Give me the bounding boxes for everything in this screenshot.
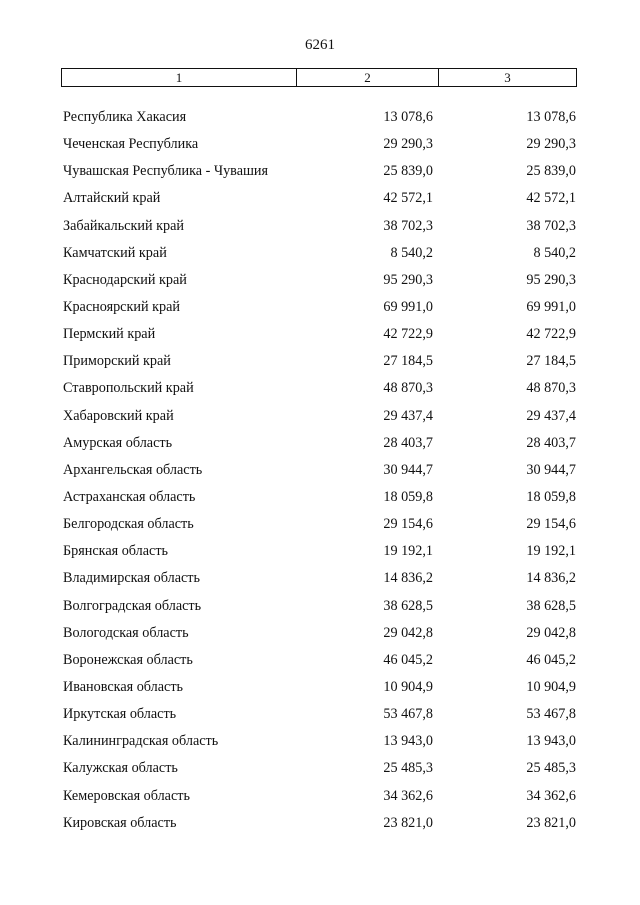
value-col-3: 38 702,3: [526, 217, 576, 234]
value-col-3: 29 437,4: [526, 407, 576, 424]
value-col-3: 23 821,0: [526, 814, 576, 831]
region-name: Хабаровский край: [63, 407, 174, 424]
region-name: Архангельская область: [63, 461, 203, 478]
value-col-2: 18 059,8: [383, 488, 433, 505]
value-col-2: 10 904,9: [383, 678, 433, 695]
value-col-3: 42 572,1: [526, 190, 576, 207]
value-col-2: 69 991,0: [383, 298, 433, 315]
region-name: Кемеровская область: [63, 787, 190, 804]
value-col-2: 29 154,6: [383, 516, 433, 533]
value-col-2: 38 628,5: [383, 597, 433, 614]
table-row: [0, 787, 640, 814]
value-col-3: 42 722,9: [526, 326, 576, 343]
table-row: [0, 379, 640, 406]
header-col-2: 2: [297, 69, 439, 86]
region-name: Брянская область: [63, 543, 169, 560]
value-col-2: 95 290,3: [383, 271, 433, 288]
region-name: Амурская область: [63, 434, 173, 451]
value-col-2: 13 943,0: [383, 733, 433, 750]
region-name: Калининградская область: [63, 733, 219, 750]
table-row: [0, 434, 640, 461]
page-number: 6261: [305, 37, 335, 53]
value-col-2: 42 722,9: [383, 326, 433, 343]
table-row: [0, 705, 640, 732]
table-row: [0, 569, 640, 596]
header-col-1: 1: [62, 69, 297, 86]
region-name: Чувашская Республика - Чувашия: [63, 163, 269, 180]
region-name: Ивановская область: [63, 678, 184, 695]
table-row: [0, 162, 640, 189]
region-name: Белгородская область: [63, 516, 194, 533]
value-col-3: 13 943,0: [526, 733, 576, 750]
region-name: Волгоградская область: [63, 597, 202, 614]
table-row: [0, 678, 640, 705]
region-name: Забайкальский край: [63, 217, 184, 234]
value-col-2: 29 290,3: [383, 136, 433, 153]
table-row: [0, 325, 640, 352]
table-row: [0, 597, 640, 624]
region-name: Пермский край: [63, 326, 156, 343]
region-name: Красноярский край: [63, 298, 180, 315]
value-col-3: 29 042,8: [526, 624, 576, 641]
value-col-2: 23 821,0: [383, 814, 433, 831]
region-name: Иркутская область: [63, 706, 177, 723]
value-col-3: 13 078,6: [526, 109, 576, 125]
table-row: [0, 488, 640, 515]
value-col-2: 8 540,2: [390, 244, 433, 261]
region-name: Калужская область: [63, 760, 178, 777]
value-col-3: 30 944,7: [526, 461, 576, 478]
region-name: Камчатский край: [63, 244, 167, 261]
value-col-2: 13 078,6: [383, 109, 433, 125]
table-row: [0, 271, 640, 298]
value-col-2: 19 192,1: [383, 543, 433, 560]
table-row: [0, 814, 640, 841]
value-col-2: 53 467,8: [383, 706, 433, 723]
region-name: Владимирская область: [63, 570, 200, 587]
region-name: Республика Хакасия: [63, 109, 187, 125]
value-col-2: 14 836,2: [383, 570, 433, 587]
value-col-3: 25 839,0: [526, 163, 576, 180]
value-col-2: 30 944,7: [383, 461, 433, 478]
value-col-2: 29 437,4: [383, 407, 433, 424]
value-col-3: 18 059,8: [526, 488, 576, 505]
value-col-2: 28 403,7: [383, 434, 433, 451]
table-row: [0, 732, 640, 759]
table-row: [0, 189, 640, 216]
value-col-2: 29 042,8: [383, 624, 433, 641]
value-col-2: 34 362,6: [383, 787, 433, 804]
value-col-2: 25 485,3: [383, 760, 433, 777]
table-row: [0, 298, 640, 325]
value-col-3: 10 904,9: [526, 678, 576, 695]
region-name: Чеченская Республика: [63, 136, 199, 153]
table-row: [0, 651, 640, 678]
value-col-3: 95 290,3: [526, 271, 576, 288]
table-row: [0, 542, 640, 569]
value-col-3: 46 045,2: [526, 651, 576, 668]
value-col-2: 46 045,2: [383, 651, 433, 668]
value-col-2: 27 184,5: [383, 353, 433, 370]
table-row: [0, 217, 640, 244]
value-col-3: 34 362,6: [526, 787, 576, 804]
table-row: [0, 135, 640, 162]
table-row: [0, 515, 640, 542]
table-row: [0, 407, 640, 434]
value-col-3: 19 192,1: [526, 543, 576, 560]
table-row: [0, 244, 640, 271]
value-col-3: 14 836,2: [526, 570, 576, 587]
region-name: Воронежская область: [63, 651, 193, 668]
table-row: [0, 759, 640, 786]
table-row: [0, 624, 640, 651]
region-name: Кировская область: [63, 814, 177, 831]
value-col-3: 27 184,5: [526, 353, 576, 370]
value-col-3: 48 870,3: [526, 380, 576, 397]
value-col-3: 38 628,5: [526, 597, 576, 614]
table-row: [0, 352, 640, 379]
value-col-2: 38 702,3: [383, 217, 433, 234]
value-col-3: 29 290,3: [526, 136, 576, 153]
region-name: Краснодарский край: [63, 271, 187, 288]
value-col-3: 53 467,8: [526, 706, 576, 723]
header-col-3: 3: [504, 70, 511, 85]
value-col-2: 48 870,3: [383, 380, 433, 397]
region-name: Приморский край: [63, 353, 171, 370]
region-name: Алтайский край: [63, 190, 161, 207]
value-col-3: 69 991,0: [526, 298, 576, 315]
region-name: Вологодская область: [63, 624, 189, 641]
value-col-3: 29 154,6: [526, 516, 576, 533]
value-col-3: 25 485,3: [526, 760, 576, 777]
value-col-3: 28 403,7: [526, 434, 576, 451]
table-row: [0, 108, 640, 135]
value-col-2: 25 839,0: [383, 163, 433, 180]
region-name: Ставропольский край: [63, 380, 194, 397]
table-body: [0, 108, 640, 841]
value-col-3: 8 540,2: [533, 244, 576, 261]
table-row: [0, 461, 640, 488]
region-name: Астраханская область: [63, 488, 196, 505]
value-col-2: 42 572,1: [383, 190, 433, 207]
table-header: [61, 68, 577, 87]
